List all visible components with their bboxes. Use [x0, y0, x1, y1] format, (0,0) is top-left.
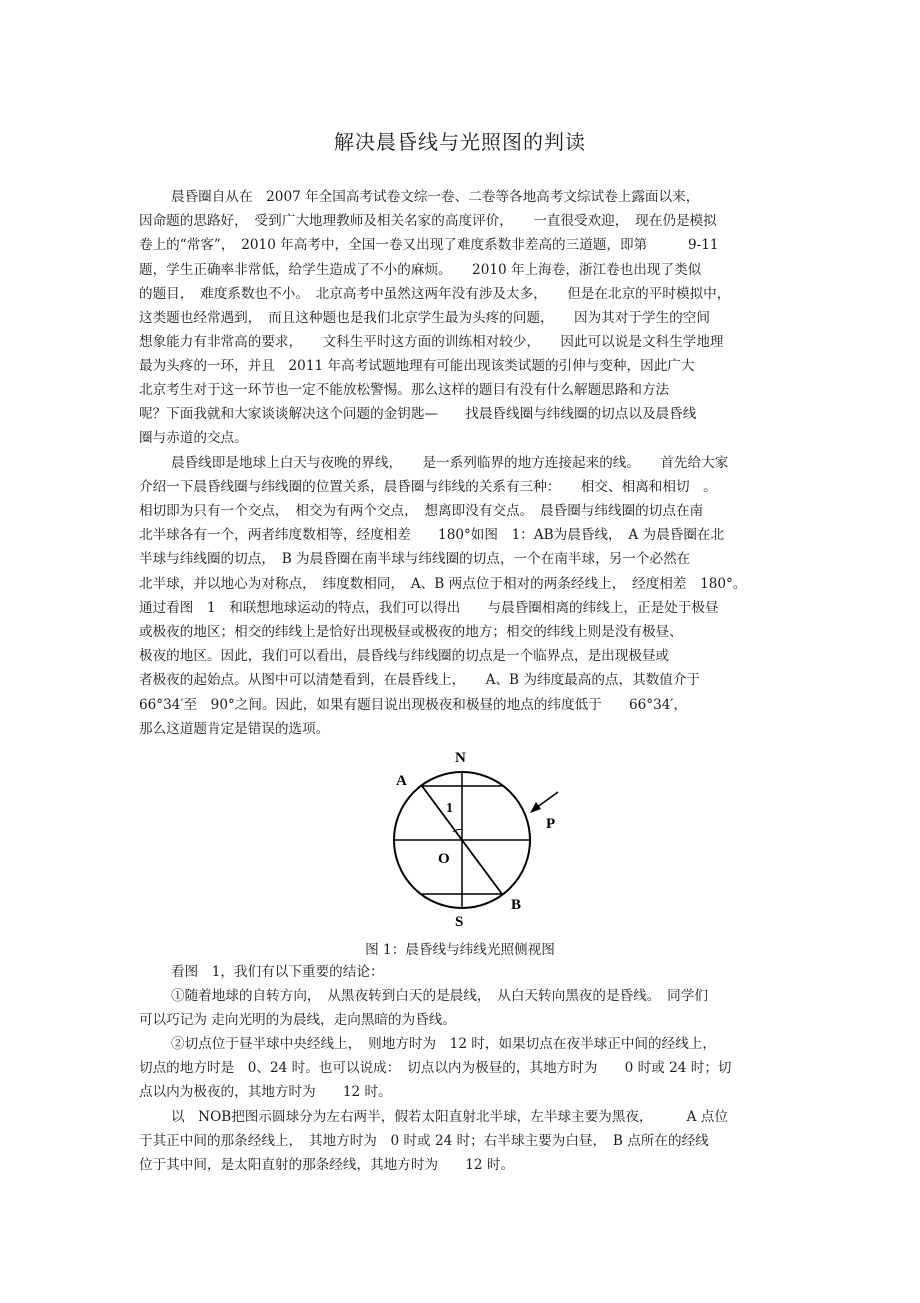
text-line: 看图 1，我们有以下重要的结论： [171, 964, 384, 980]
text-line: 者极夜的起始点。从图中可以清楚看到，在晨昏线上， A、B 为纬度最高的点，其数值介于 [139, 672, 701, 688]
text-line: 那么这道题肯定是错误的选项。 [139, 721, 330, 737]
text-line: 或极夜的地区；相交的纬线上是恰好出现极昼或极夜的地方；相交的纬线上则是没有极昼、 [139, 624, 683, 640]
text-line: 北半球，并以地心为对称点， 纬度数相同， A、B 两点位于相对的两条经线上， 经度相差 180°。 [139, 576, 747, 592]
text-line: 极夜的地区。因此，我们可以看出，晨昏线与纬线圈的切点是一个临界点，是出现极昼或 [139, 648, 670, 664]
label-a: A [396, 773, 407, 789]
figure-caption: 图 1：晨昏线与纬线光照侧视图 [365, 942, 555, 958]
text-line: 北京考生对于这一环节也一定不能放松警惕。那么这样的题目有没有什么解题思路和方法 [139, 382, 670, 398]
label-s: S [455, 914, 464, 930]
text-line: 这类题也经常遇到， 而且这种题也是我们北京学生最为头疼的问题， 因为其对于学生的空间 [139, 310, 710, 326]
label-angle: 1 [446, 801, 453, 816]
text-line: 晨昏线即是地球上白天与夜晚的界线， 是一系列临界的地方连接起来的线。 首先给大家 [171, 455, 729, 471]
label-b: B [511, 897, 522, 913]
text-line: 想象能力有非常高的要求， 文科生平时这方面的训练相对较少， 因此可以说是文科生学地理 [139, 334, 724, 350]
text-line: 最为头疼的一环，并且 2011 年高考试题地理有可能出现该类试题的引伸与变种，因此广大 [139, 358, 695, 374]
arrow-head-icon [530, 802, 541, 813]
text-line: 北半球各有一个，两者纬度数相等，经度相差 180°如图 1：AB为晨昏线， A 为晨昏圈在北 [139, 527, 725, 543]
text-line: 卷上的“常客”， 2010 年高考中，全国一卷又出现了难度系数非差高的三道题，即第 9-11 [139, 237, 719, 253]
page-title: 解决晨昏线与光照图的判读 [334, 130, 586, 154]
text-line: 圈与赤道的交点。 [139, 430, 248, 446]
text-line: 晨昏圈自从在 2007 年全国高考试卷文综一卷、二卷等各地高考文综试卷上露面以来， [171, 189, 700, 205]
text-line: 66°34′至 90°之间。因此，如果有题目说出现极夜和极昼的地点的纬度低于 66°34′， [139, 697, 688, 713]
text-line: 于其正中间的那条经线上， 其地方时为 0 时或 24 时；右半球主要为白昼， B 点所在的经线 [139, 1133, 709, 1149]
text-line: ②切点位于昼半球中央经线上， 则地方时为 12 时，如果切点在夜半球正中间的经线上， [171, 1036, 716, 1052]
label-o: O [438, 851, 450, 867]
text-line: 相切即为只有一个交点， 相交为有两个交点， 想离即没有交点。 晨昏圈与纬线圈的切点在南 [139, 503, 704, 519]
text-line: 可以巧记为 走向光明的为晨线，走向黑暗的为昏线。 [139, 1012, 456, 1028]
text-line: 半球与纬线圈的切点， B 为晨昏圈在南半球与纬线圈的切点，一个在南半球，另一个必然在 [139, 551, 691, 567]
text-line: 点以内为极夜的，其地方时为 12 时。 [139, 1084, 392, 1100]
text-line: 题，学生正确率非常低，给学生造成了不小的麻烦。 2010 年上海卷，浙江卷也出现了类似 [139, 262, 702, 278]
terminator-diagram [370, 748, 570, 933]
text-line: 切点的地方时是 0、24 时。也可以说成： 切点以内为极昼的，其地方时为 0 时或 24 时；切 [139, 1060, 732, 1076]
sunlight-arrow [536, 792, 558, 808]
text-line: 呢？下面我就和大家谈谈解决这个问题的金钥匙— 找晨昏线圈与纬线圈的切点以及晨昏线 [139, 406, 697, 422]
label-p: P [546, 816, 556, 832]
text-line: 以 NOB把图示圆球分为左右两半，假若太阳直射北半球，左半球主要为黑夜， A 点位 [171, 1109, 728, 1125]
text-line: 的题目， 难度系数也不小。 北京高考中虽然这两年没有涉及太多， 但是在北京的平时模拟中， [139, 286, 731, 302]
text-line: 通过看图 1 和联想地球运动的特点，我们可以得出 与晨昏圈相离的纬线上，正是处于极昼 [139, 600, 719, 616]
text-line: ①随着地球的自转方向， 从黑夜转到白天的是晨线， 从白天转向黑夜的是昏线。 同学们 [171, 988, 708, 1004]
text-line: 介绍一下晨昏线圈与纬线圈的位置关系，晨昏圈与纬线的关系有三种： 相交、相离和相切 。 [139, 479, 717, 495]
label-n: N [455, 750, 466, 766]
text-line: 因命题的思路好， 受到广大地理教师及相关名家的高度评价， 一直很受欢迎， 现在仍是模拟 [139, 213, 717, 229]
text-line: 位于其中间，是太阳直射的那条经线，其地方时为 12 时。 [139, 1157, 515, 1173]
